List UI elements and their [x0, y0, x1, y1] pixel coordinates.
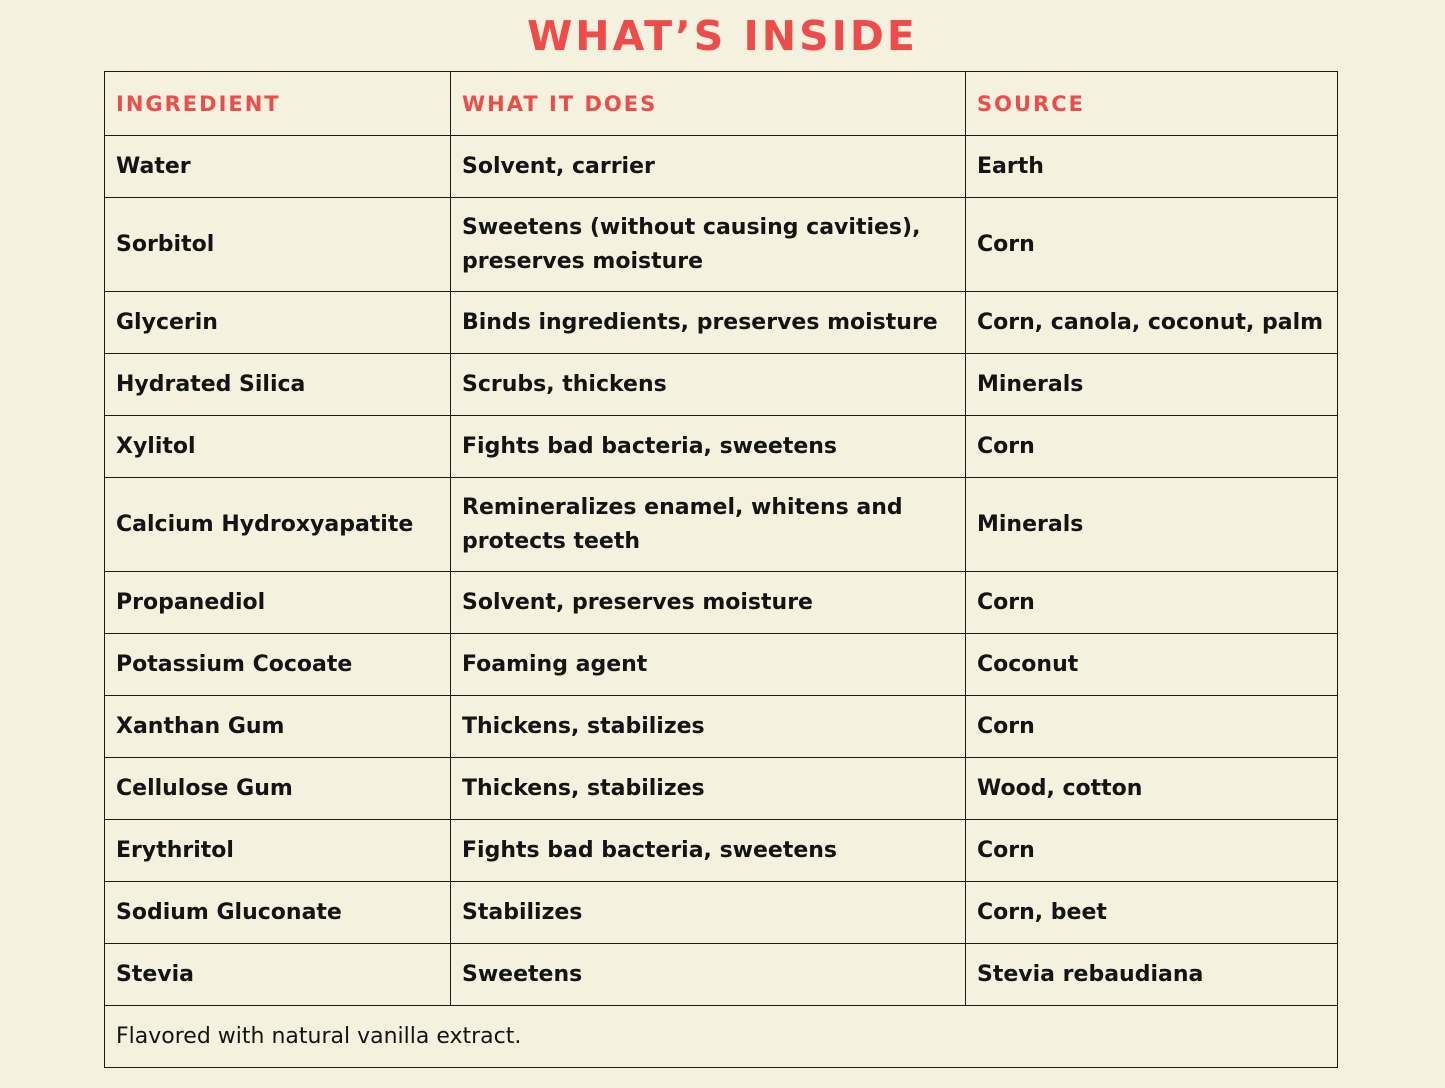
function-cell: Sweetens [451, 944, 966, 1006]
ingredient-cell: Erythritol [105, 820, 451, 882]
source-cell: Corn [966, 696, 1338, 758]
header-ingredient: INGREDIENT [105, 72, 451, 136]
function-cell: Solvent, preserves moisture [451, 572, 966, 634]
function-cell: Fights bad bacteria, sweetens [451, 416, 966, 478]
table-row [105, 696, 1338, 758]
function-cell: Remineralizes enamel, whitens and protects teeth [451, 478, 966, 572]
source-cell: Coconut [966, 634, 1338, 696]
footnote: Flavored with natural vanilla extract. [105, 1006, 1338, 1068]
ingredient-cell: Xylitol [105, 416, 451, 478]
function-cell: Solvent, carrier [451, 136, 966, 198]
page-title: WHAT’S INSIDE [527, 12, 918, 60]
table-row [105, 478, 1338, 572]
source-cell: Corn [966, 820, 1338, 882]
ingredients-table [104, 71, 1338, 1068]
ingredient-cell: Hydrated Silica [105, 354, 451, 416]
function-cell: Sweetens (without causing cavities), preserves moisture [451, 198, 966, 292]
ingredient-cell: Stevia [105, 944, 451, 1006]
source-cell: Wood, cotton [966, 758, 1338, 820]
ingredient-cell: Glycerin [105, 292, 451, 354]
function-cell: Thickens, stabilizes [451, 758, 966, 820]
source-cell: Corn, beet [966, 882, 1338, 944]
function-cell: Fights bad bacteria, sweetens [451, 820, 966, 882]
ingredient-cell: Potassium Cocoate [105, 634, 451, 696]
table-row [105, 416, 1338, 478]
table-row [105, 820, 1338, 882]
source-cell: Corn [966, 416, 1338, 478]
table-row [105, 198, 1338, 292]
ingredient-cell: Sorbitol [105, 198, 451, 292]
table-row [105, 758, 1338, 820]
table-row [105, 354, 1338, 416]
function-cell: Thickens, stabilizes [451, 696, 966, 758]
ingredient-cell: Cellulose Gum [105, 758, 451, 820]
table-row [105, 634, 1338, 696]
header-source: SOURCE [966, 72, 1338, 136]
header-what-it-does: WHAT IT DOES [451, 72, 966, 136]
ingredient-cell: Sodium Gluconate [105, 882, 451, 944]
function-cell: Stabilizes [451, 882, 966, 944]
source-cell: Corn, canola, coconut, palm [966, 292, 1338, 354]
source-cell: Minerals [966, 478, 1338, 572]
function-cell: Binds ingredients, preserves moisture [451, 292, 966, 354]
source-cell: Minerals [966, 354, 1338, 416]
function-cell: Foaming agent [451, 634, 966, 696]
footnote-row [105, 1006, 1338, 1068]
ingredient-cell: Water [105, 136, 451, 198]
ingredient-cell: Xanthan Gum [105, 696, 451, 758]
source-cell: Corn [966, 572, 1338, 634]
function-cell: Scrubs, thickens [451, 354, 966, 416]
table-row [105, 292, 1338, 354]
ingredient-cell: Calcium Hydroxyapatite [105, 478, 451, 572]
source-cell: Stevia rebaudiana [966, 944, 1338, 1006]
source-cell: Corn [966, 198, 1338, 292]
table-header-row [105, 72, 1338, 136]
table-row [105, 944, 1338, 1006]
table-row [105, 882, 1338, 944]
source-cell: Earth [966, 136, 1338, 198]
ingredient-cell: Propanediol [105, 572, 451, 634]
table-row [105, 136, 1338, 198]
table-row [105, 572, 1338, 634]
